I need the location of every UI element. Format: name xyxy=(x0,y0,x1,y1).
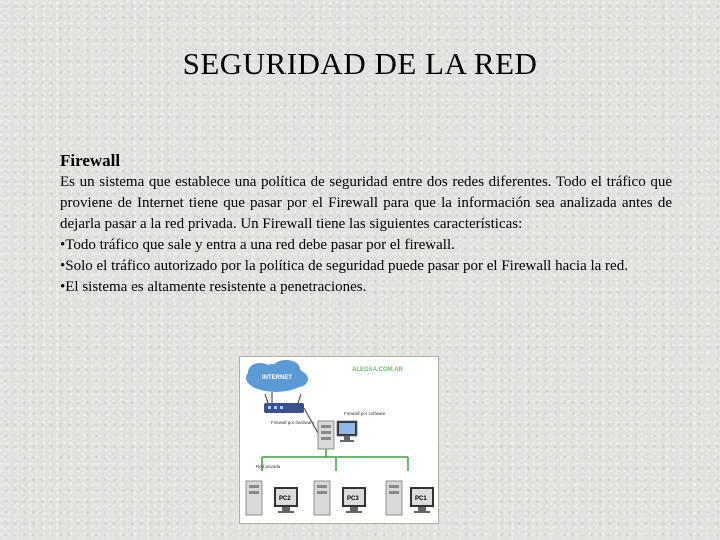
firewall-server-icon xyxy=(318,421,334,449)
bullet-item: •Todo tráfico que sale y entra a una red debe pasar por el firewall. xyxy=(60,237,455,253)
firewall-monitor-icon xyxy=(337,421,357,442)
hw-firewall-label: Firewall por hardware xyxy=(271,420,315,425)
sw-firewall-label: Firewall por software xyxy=(344,411,386,416)
internet-label: INTERNET xyxy=(262,375,292,381)
section-heading: Firewall xyxy=(60,151,121,170)
pc-icon xyxy=(386,481,434,515)
pc-label: PC2 xyxy=(279,496,291,502)
network-label: Red privada xyxy=(256,464,281,469)
network-diagram-svg xyxy=(240,357,438,523)
pc-label: PC3 xyxy=(347,496,359,502)
slide-body xyxy=(60,150,672,298)
bullet-item: •Solo el tráfico autorizado por la política de seguridad puede pasar por el Firewall hacia la red. xyxy=(60,258,628,274)
watermark-text: ALEGSA.COM.AR xyxy=(352,367,403,373)
bullet-item: •El sistema es altamente resistente a penetraciones. xyxy=(60,279,367,295)
pc-label: PC1 xyxy=(415,496,427,502)
router-icon xyxy=(264,394,304,413)
network-diagram xyxy=(239,356,439,524)
slide-title: SEGURIDAD DE LA RED xyxy=(182,46,538,81)
description-paragraph: Es un sistema que establece una política de seguridad entre dos redes diferentes. Todo el tráfico que proviene de Internet tiene que pasar por el Firewall para que la información sea analizada antes de dejarla pasar a la red privada. Un Firewall tiene las siguientes características: xyxy=(60,174,672,232)
